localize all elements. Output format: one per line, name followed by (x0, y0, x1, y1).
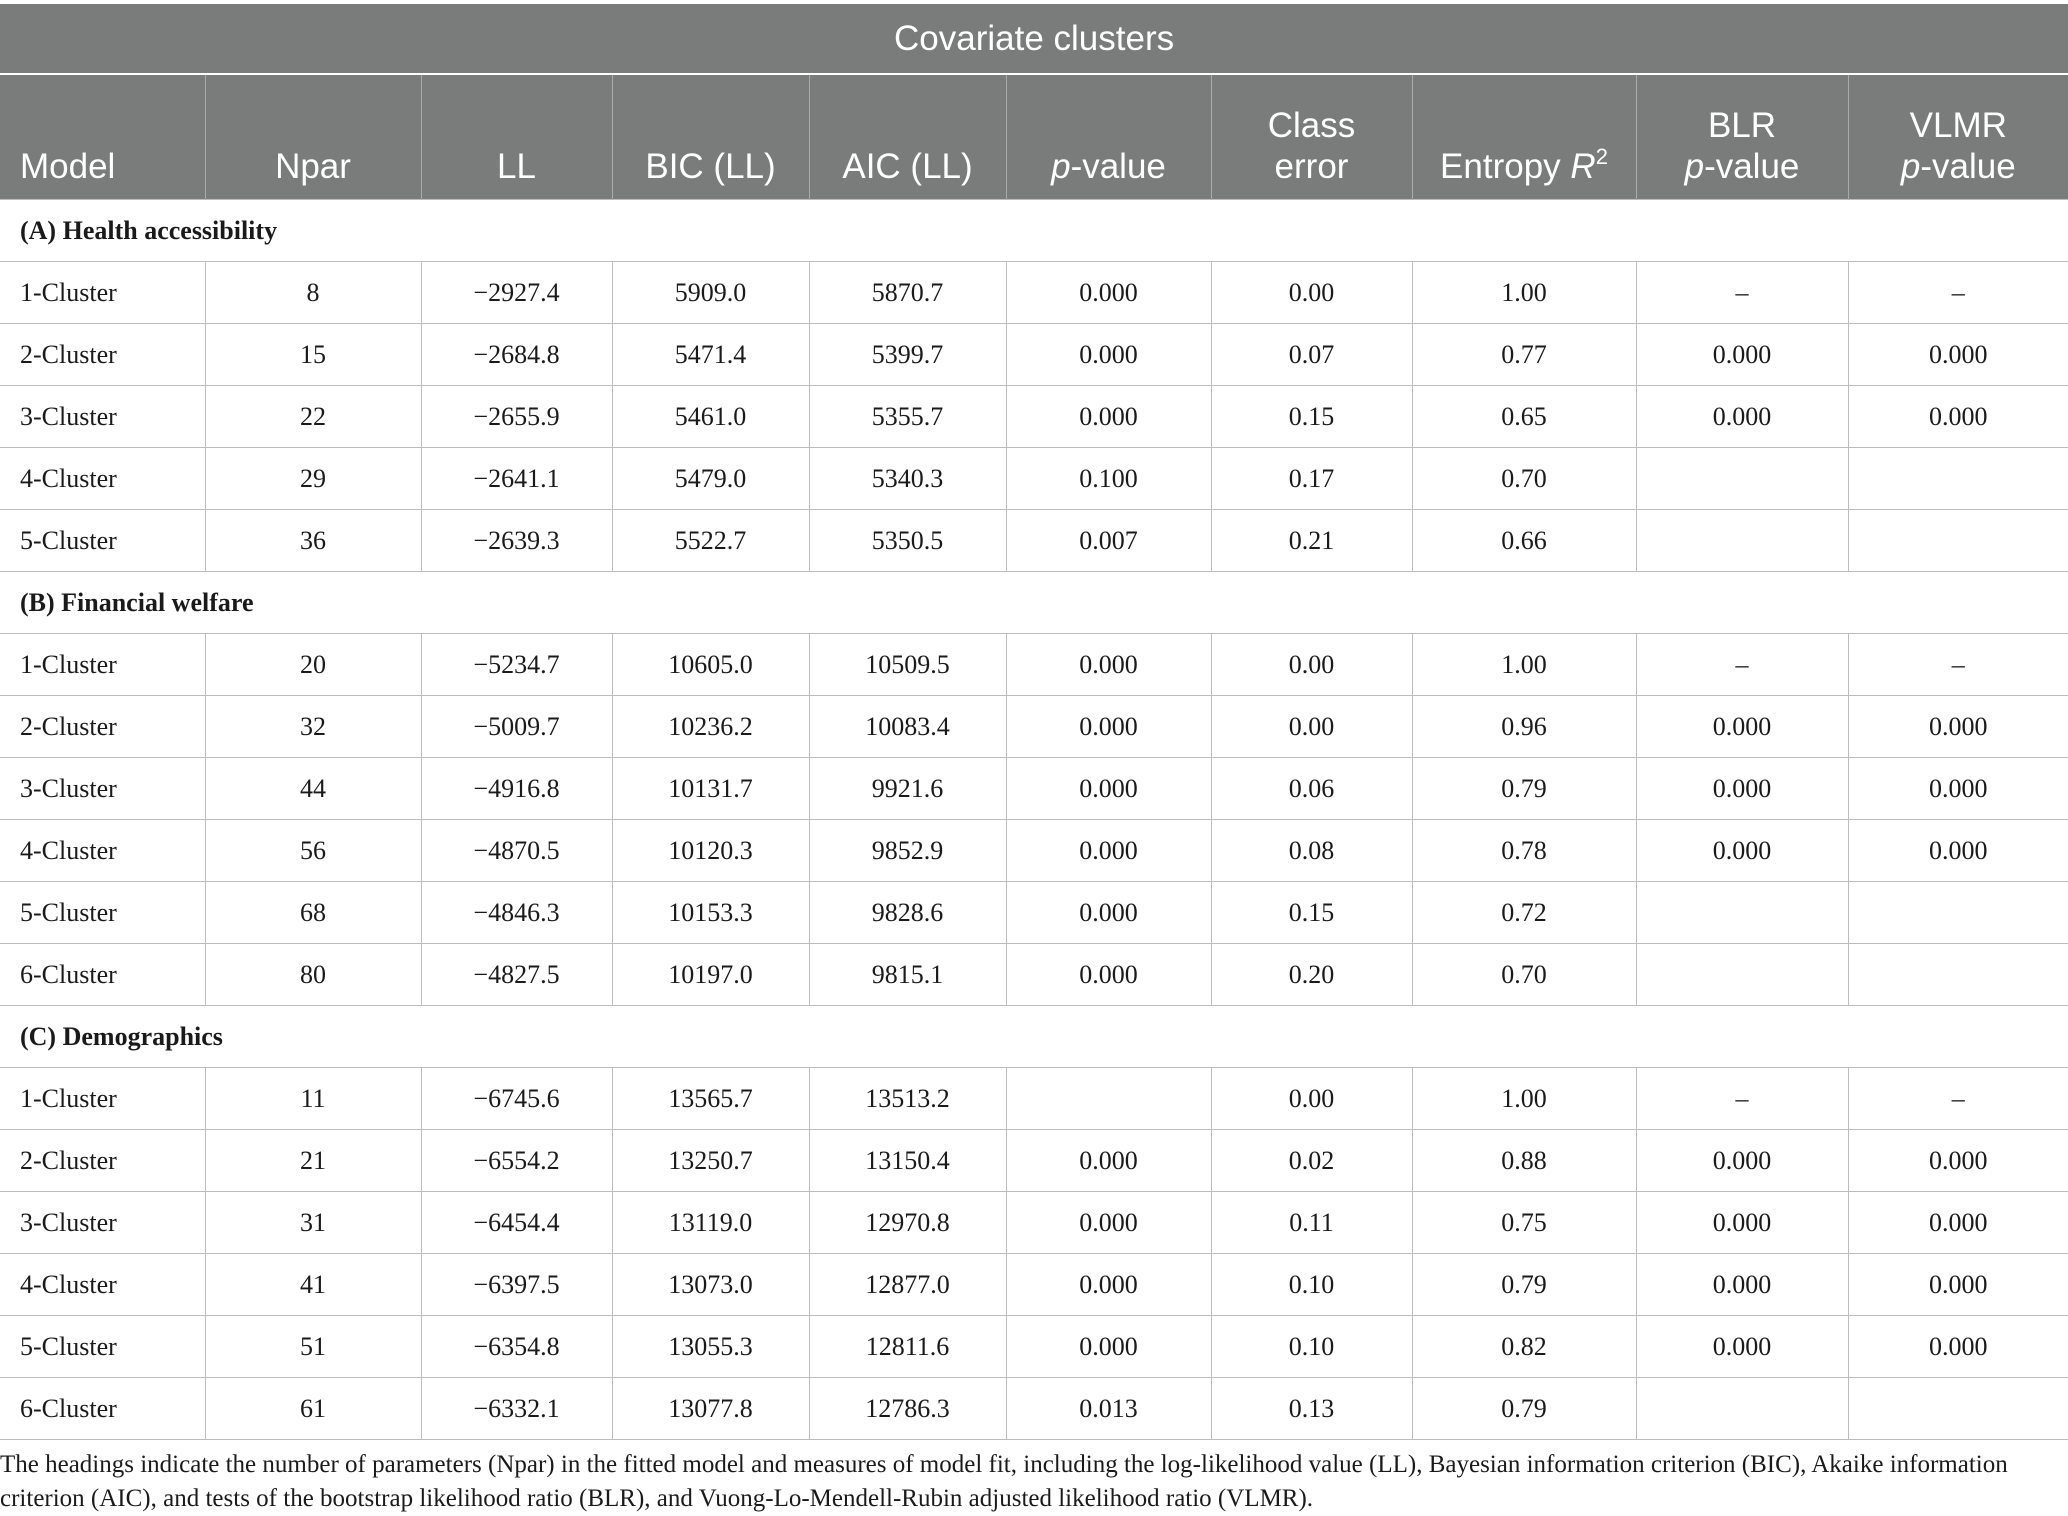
header-blr-p-value: BLR p-value (1636, 74, 1848, 200)
table-cell: – (1848, 262, 2068, 324)
table-cell: −6454.4 (421, 1192, 612, 1254)
table-cell: 0.000 (1006, 324, 1211, 386)
table-cell: 0.007 (1006, 510, 1211, 572)
table-cell: 9852.9 (809, 820, 1006, 882)
table-cell: 10197.0 (612, 944, 809, 1006)
table-cell: 5870.7 (809, 262, 1006, 324)
table-cell: 0.70 (1412, 448, 1636, 510)
table-cell: 56 (205, 820, 421, 882)
table-cell: 0.78 (1412, 820, 1636, 882)
table-cell: 1-Cluster (0, 634, 205, 696)
table-row (0, 1068, 2068, 1130)
table-cell: 13250.7 (612, 1130, 809, 1192)
table-cell: 0.11 (1211, 1192, 1412, 1254)
table-cell: −4827.5 (421, 944, 612, 1006)
table-cell: 12970.8 (809, 1192, 1006, 1254)
header-entropy: Entropy $R^2$ (1412, 74, 1636, 200)
table-cell: 0.100 (1006, 448, 1211, 510)
header-npar: Npar (205, 74, 421, 200)
table-cell: 0.79 (1412, 758, 1636, 820)
table-cell: 0.00 (1211, 1068, 1412, 1130)
table-cell: 0.000 (1006, 882, 1211, 944)
table-cell: 0.82 (1412, 1316, 1636, 1378)
table-cell: 10120.3 (612, 820, 809, 882)
table-cell: 0.000 (1636, 1192, 1848, 1254)
table-cell: 41 (205, 1254, 421, 1316)
table-cell (1848, 510, 2068, 572)
table-cell: – (1636, 262, 1848, 324)
table-row (0, 882, 2068, 944)
table-cell: 0.000 (1636, 758, 1848, 820)
table-cell: 2-Cluster (0, 1130, 205, 1192)
table-cell: 0.79 (1412, 1378, 1636, 1440)
table-cell: 51 (205, 1316, 421, 1378)
section-row (0, 1006, 2068, 1068)
table-cell: 2-Cluster (0, 324, 205, 386)
table-cell: 0.000 (1006, 1254, 1211, 1316)
section-label: (A) Health accessibility (0, 200, 2068, 262)
table-cell: 0.15 (1211, 882, 1412, 944)
table-cell: 8 (205, 262, 421, 324)
table-row (0, 1316, 2068, 1378)
table-cell: 0.000 (1636, 820, 1848, 882)
table-cell: 0.000 (1848, 758, 2068, 820)
table-cell: 61 (205, 1378, 421, 1440)
table-row (0, 820, 2068, 882)
table-row (0, 1130, 2068, 1192)
table-cell: 0.013 (1006, 1378, 1211, 1440)
table-cell: 0.000 (1848, 1130, 2068, 1192)
table-cell: 0.000 (1636, 696, 1848, 758)
table-cell: 13073.0 (612, 1254, 809, 1316)
table-cell: 31 (205, 1192, 421, 1254)
table-cell: 5399.7 (809, 324, 1006, 386)
table-cell: 3-Cluster (0, 386, 205, 448)
table-cell: 9828.6 (809, 882, 1006, 944)
table-cell: 13565.7 (612, 1068, 809, 1130)
table-title: Covariate clusters (0, 4, 2068, 74)
table-cell: 0.000 (1636, 386, 1848, 448)
table-cell: 0.000 (1006, 1192, 1211, 1254)
table-cell: 5-Cluster (0, 510, 205, 572)
table-cell: 5-Cluster (0, 1316, 205, 1378)
table-cell: 10605.0 (612, 634, 809, 696)
table-cell: 5461.0 (612, 386, 809, 448)
table-cell: 0.000 (1006, 696, 1211, 758)
table-cell: 21 (205, 1130, 421, 1192)
table-cell (1848, 944, 2068, 1006)
table-cell: 1.00 (1412, 262, 1636, 324)
table-cell: 0.72 (1412, 882, 1636, 944)
table-cell: −6397.5 (421, 1254, 612, 1316)
table-cell: 13077.8 (612, 1378, 809, 1440)
table-cell (1636, 510, 1848, 572)
table-cell: 0.17 (1211, 448, 1412, 510)
table-cell: 12877.0 (809, 1254, 1006, 1316)
table-cell: 0.000 (1006, 820, 1211, 882)
table-cell: 68 (205, 882, 421, 944)
table-cell: 20 (205, 634, 421, 696)
table-cell: 10236.2 (612, 696, 809, 758)
table-cell: 32 (205, 696, 421, 758)
header-model: Model (0, 74, 205, 200)
table-cell: 10153.3 (612, 882, 809, 944)
table-cell (1636, 448, 1848, 510)
table-cell: 0.000 (1006, 262, 1211, 324)
table-cell: 5479.0 (612, 448, 809, 510)
table-cell: 10083.4 (809, 696, 1006, 758)
table-cell (1848, 1378, 2068, 1440)
table-cell: 0.000 (1636, 1130, 1848, 1192)
table-cell: 0.15 (1211, 386, 1412, 448)
table-cell: −2927.4 (421, 262, 612, 324)
table-cell: 0.88 (1412, 1130, 1636, 1192)
table-cell: – (1636, 634, 1848, 696)
table-cell: 0.77 (1412, 324, 1636, 386)
table-cell: −5009.7 (421, 696, 612, 758)
table-container (0, 4, 2068, 1516)
header-p-value: p-value (1006, 74, 1211, 200)
table-row (0, 1378, 2068, 1440)
table-cell: 0.000 (1636, 1254, 1848, 1316)
table-cell: 0.000 (1006, 944, 1211, 1006)
table-cell: 0.70 (1412, 944, 1636, 1006)
header-ll: LL (421, 74, 612, 200)
table-cell: −2655.9 (421, 386, 612, 448)
table-row (0, 448, 2068, 510)
table-cell: 5340.3 (809, 448, 1006, 510)
table-row (0, 1192, 2068, 1254)
table-cell: 0.79 (1412, 1254, 1636, 1316)
table-row (0, 386, 2068, 448)
table-cell: 3-Cluster (0, 1192, 205, 1254)
table-cell: 29 (205, 448, 421, 510)
table-cell: 0.00 (1211, 696, 1412, 758)
table-cell: 0.000 (1848, 1254, 2068, 1316)
table-cell: 1.00 (1412, 634, 1636, 696)
table-cell: 0.000 (1848, 820, 2068, 882)
table-cell: −6332.1 (421, 1378, 612, 1440)
table-cell: – (1848, 634, 2068, 696)
table-cell: 12811.6 (809, 1316, 1006, 1378)
table-cell: 0.10 (1211, 1316, 1412, 1378)
table-cell (1636, 1378, 1848, 1440)
table-row (0, 510, 2068, 572)
section-row (0, 200, 2068, 262)
table-cell: 13150.4 (809, 1130, 1006, 1192)
table-cell: −4870.5 (421, 820, 612, 882)
table-cell: 0.21 (1211, 510, 1412, 572)
column-header-row (0, 74, 2068, 200)
table-cell: 0.07 (1211, 324, 1412, 386)
table-cell: −4846.3 (421, 882, 612, 944)
table-cell (1636, 944, 1848, 1006)
table-cell: 1-Cluster (0, 1068, 205, 1130)
table-cell: 0.000 (1636, 324, 1848, 386)
table-cell: −6354.8 (421, 1316, 612, 1378)
table-cell: 0.000 (1848, 386, 2068, 448)
table-cell: 0.000 (1006, 634, 1211, 696)
table-cell: 2-Cluster (0, 696, 205, 758)
table-cell: 0.00 (1211, 262, 1412, 324)
table-row (0, 634, 2068, 696)
header-class-error: Class error (1211, 74, 1412, 200)
model-fit-table (0, 4, 2068, 1440)
table-cell: 0.10 (1211, 1254, 1412, 1316)
table-cell: −6554.2 (421, 1130, 612, 1192)
table-cell (1636, 882, 1848, 944)
table-cell: 0.000 (1006, 386, 1211, 448)
table-cell: 0.00 (1211, 634, 1412, 696)
table-cell: 44 (205, 758, 421, 820)
table-cell: 22 (205, 386, 421, 448)
table-cell: 0.13 (1211, 1378, 1412, 1440)
section-label: (B) Financial welfare (0, 572, 2068, 634)
section-row (0, 572, 2068, 634)
table-cell: −2684.8 (421, 324, 612, 386)
table-cell (1006, 1068, 1211, 1130)
table-cell: −2641.1 (421, 448, 612, 510)
table-cell: 13055.3 (612, 1316, 809, 1378)
table-cell: 0.75 (1412, 1192, 1636, 1254)
table-cell: 0.65 (1412, 386, 1636, 448)
table-cell: 6-Cluster (0, 1378, 205, 1440)
table-cell: 0.000 (1006, 758, 1211, 820)
section-label: (C) Demographics (0, 1006, 2068, 1068)
header-aic: AIC (LL) (809, 74, 1006, 200)
table-row (0, 944, 2068, 1006)
table-cell: 0.000 (1006, 1316, 1211, 1378)
table-cell: 4-Cluster (0, 448, 205, 510)
table-cell: 0.08 (1211, 820, 1412, 882)
table-cell: 5909.0 (612, 262, 809, 324)
table-cell: 3-Cluster (0, 758, 205, 820)
table-cell: 0.20 (1211, 944, 1412, 1006)
table-cell: 6-Cluster (0, 944, 205, 1006)
table-cell: – (1636, 1068, 1848, 1130)
header-bic: BIC (LL) (612, 74, 809, 200)
table-cell: 10131.7 (612, 758, 809, 820)
table-cell: −5234.7 (421, 634, 612, 696)
table-row (0, 696, 2068, 758)
table-cell: 5-Cluster (0, 882, 205, 944)
table-cell: 12786.3 (809, 1378, 1006, 1440)
table-cell: 15 (205, 324, 421, 386)
table-cell: 0.000 (1006, 1130, 1211, 1192)
table-cell: −6745.6 (421, 1068, 612, 1130)
table-cell: 5355.7 (809, 386, 1006, 448)
table-cell: 5471.4 (612, 324, 809, 386)
table-row (0, 262, 2068, 324)
table-cell: 0.02 (1211, 1130, 1412, 1192)
table-cell (1848, 448, 2068, 510)
table-row (0, 758, 2068, 820)
table-cell: 4-Cluster (0, 1254, 205, 1316)
table-cell: −2639.3 (421, 510, 612, 572)
table-cell: 10509.5 (809, 634, 1006, 696)
table-cell: 5522.7 (612, 510, 809, 572)
table-cell: 4-Cluster (0, 820, 205, 882)
table-cell: 9921.6 (809, 758, 1006, 820)
table-cell: 1-Cluster (0, 262, 205, 324)
table-cell: 13513.2 (809, 1068, 1006, 1130)
table-cell: 5350.5 (809, 510, 1006, 572)
table-cell: 11 (205, 1068, 421, 1130)
table-cell: 0.66 (1412, 510, 1636, 572)
table-footnote: The headings indicate the number of parameters (Npar) in the fitted model and measures of model fit, including the log-likelihood value (LL), Bayesian information criterion (BIC), Akaike information criterion (AIC), and tests of the bootstrap likelihood ratio (BLR), and Vuong-Lo-Mendell-Rubin adjusted likelihood ratio (VLMR). (0, 1451, 2008, 1512)
table-cell: 9815.1 (809, 944, 1006, 1006)
header-vlmr-p-value: VLMR p-value (1848, 74, 2068, 200)
table-cell: 13119.0 (612, 1192, 809, 1254)
table-cell: 80 (205, 944, 421, 1006)
table-cell: 0.000 (1636, 1316, 1848, 1378)
table-cell: – (1848, 1068, 2068, 1130)
table-cell: 1.00 (1412, 1068, 1636, 1130)
table-cell: 36 (205, 510, 421, 572)
table-cell (1848, 882, 2068, 944)
table-cell: 0.000 (1848, 1192, 2068, 1254)
table-cell: 0.06 (1211, 758, 1412, 820)
table-row (0, 1254, 2068, 1316)
table-cell: 0.000 (1848, 324, 2068, 386)
table-row (0, 324, 2068, 386)
table-cell: 0.000 (1848, 696, 2068, 758)
table-cell: −4916.8 (421, 758, 612, 820)
table-body (0, 200, 2068, 1440)
table-cell: 0.96 (1412, 696, 1636, 758)
table-cell: 0.000 (1848, 1316, 2068, 1378)
